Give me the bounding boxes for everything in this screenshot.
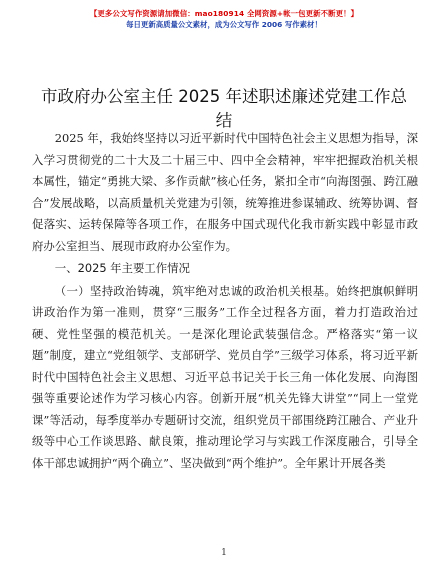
promo-banner — [0, 8, 448, 30]
section-paragraph: （一）坚持政治铸魂，筑牢绝对忠诚的政治机关根基。始终把旗帜鲜明讲政治作为第一准则，贯穿“三服务”工作全过程各方面，着力打造政治过硬、党性坚强的模范机关。一是深化理论武装强信念。严格落实“第一议题”制度，建立“党组领学、支部研学、党员自学”三级学习体系，将习近平新时代中国特色社会主义思想、习近平总书记关于长三角一体化发展、向海图强等重要论述作为学习核心内容。创新开展“机关先锋大讲堂”“同上一堂党课”等活动，每季度举办专题研讨交流，组织党员干部围绕跨江融合、产业升级等中心工作谈思路、献良策，推动理论学习与实践工作深度融合，引导全体干部忠诚拥护“两个确立”、坚决做到“两个维护”。全年累计开展各类 — [32, 283, 418, 470]
document-body — [32, 128, 418, 474]
page-number: 1 — [221, 548, 227, 558]
promo-banner-line2: 每日更新高质量公文素材，成为公文写作 2006 写作素材！ — [126, 20, 322, 29]
section-heading: 一、2025 年主要工作情况 — [54, 261, 190, 275]
document-title: 市政府办公室主任 2025 年述职述廉述党建工作总结 — [41, 87, 407, 130]
promo-banner-line1: 【更多公文写作资源请加微信：mao180914 全网资源+帐一包更新不断更！】 — [89, 9, 359, 18]
intro-paragraph: 2025 年，我始终坚持以习近平新时代中国特色社会主义思想为指导，深入学习贯彻党的二十大及二十届三中、四中全会精神，牢牢把握政治机关根本属性，锚定“勇挑大梁、多作贡献”核心任务，紧扣全市“向海图强、跨江融合”发展战略，以高质量机关党建为引领，统筹推进参谋辅政、统筹协调、督促落实、运转保障等各项工作，在服务中国式现代化我市新实践中彰显市政府办公室担当、展现市政府办公室作为。 — [32, 131, 418, 253]
